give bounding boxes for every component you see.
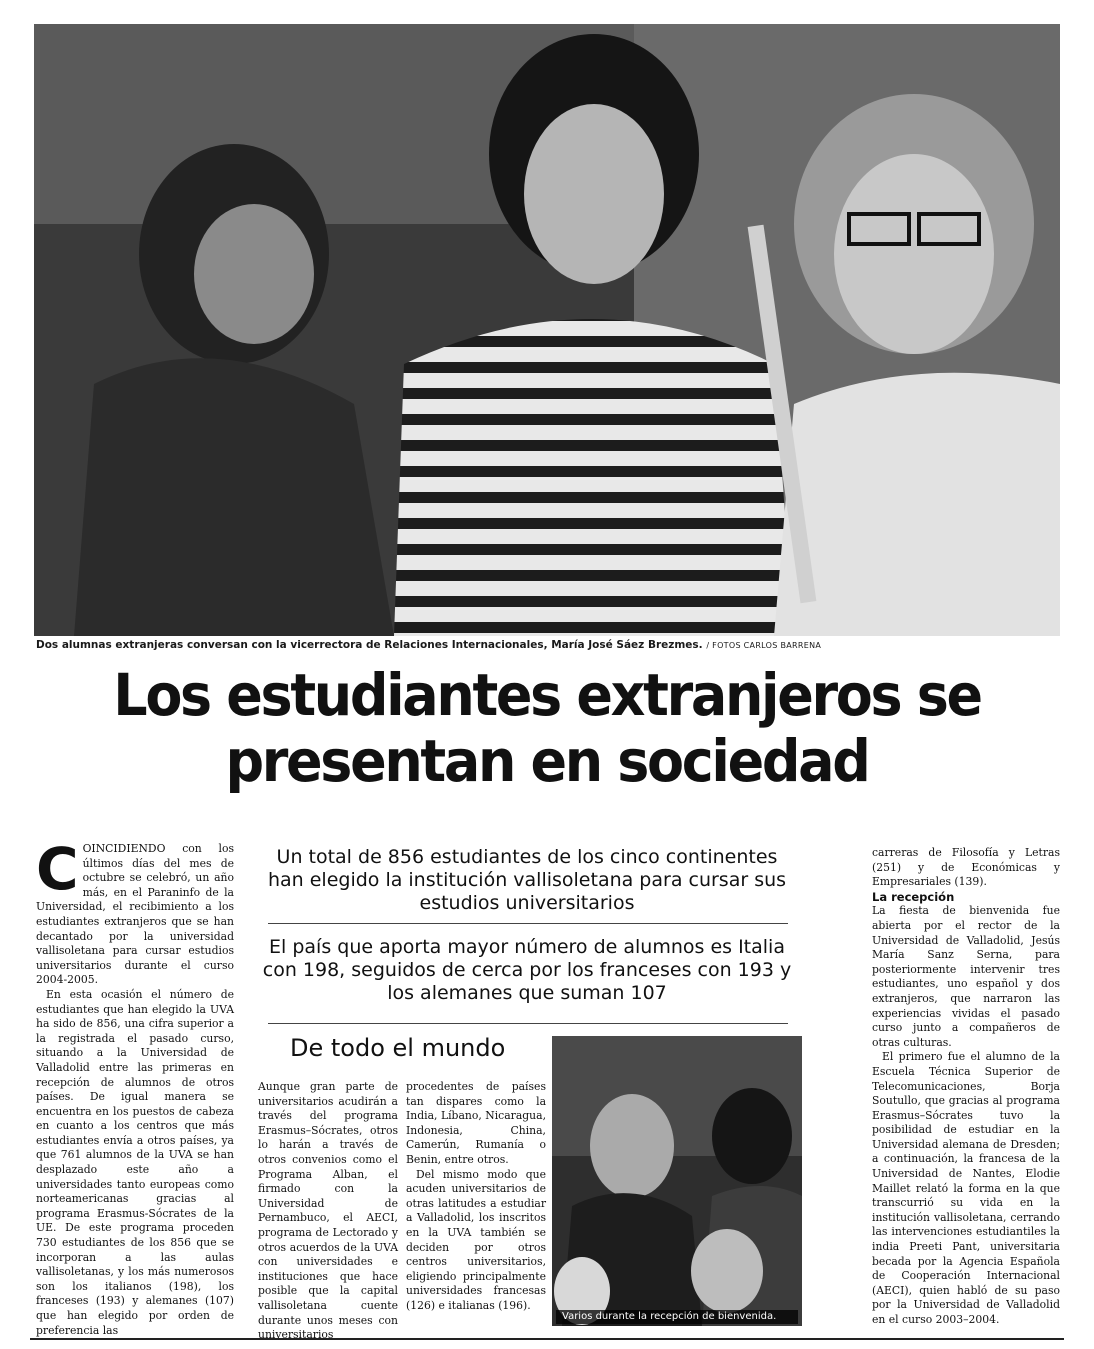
section-paragraph: procedentes de países tan dispares como la India, Líbano, Nicaragua, Indonesia, China, Camerún, Rumanía o Benin, entre otros. [406,1080,546,1166]
bottom-photo-caption: Varios durante la recepción de bienvenida. [556,1310,798,1324]
drop-cap: C [36,835,79,903]
bottom-photo-illustration [552,1036,802,1326]
lead-paragraph [36,835,234,988]
deck-2: El país que aporta mayor número de alumnos es Italia con 198, seguidos de cerca por los franceses con 193 y los alemanes que suman 107 [262,936,792,1004]
section-title: De todo el mundo [290,1034,506,1062]
top-photo-illustration [34,24,1060,636]
caption-text: Dos alumnas extranjeras conversan con la vicerrectora de Relaciones Internacionales, María José Sáez Brezmes. [36,639,703,651]
right-paragraph: El primero fue el alumno de la Escuela Técnica Superior de Telecomunicaciones, Borja Soutullo, que gracias al programa Erasmus–Sócrates tuvo la posibilidad de estudiar en la Universidad alemana de Dresden; a continuación, la francesa de la Universidad de Nantes, Elodie Maillet relató la forma en la que transcurrió su vida en la institución vallisoletana, cerrando las intervenciones estudiantiles la india Preeti Pant, universitaria becada por la Agencia Española de Cooperación Internacional (AECI), quien habló de su paso por la Universidad de Valladolid en el curso 2003–2004. [872,1050,1060,1326]
deck-1: Un total de 856 estudiantes de los cinco continentes han elegido la institución vallisoletana para cursar sus estudios universitarios [267,846,787,914]
subhead: La recepción [872,889,955,904]
lead-paragraph-2: En esta ocasión el número de estudiantes que han elegido la UVA ha sido de 856, una cifra superior a la registrada el pasado curso, situando a la Universidad de Valladolid entre las primeras en recepción de alumnos de otros países. De igual manera se encuentra en los puestos de cabeza en cuanto a los centros que más estudiantes envía a otros países, ya que 761 alumnos de la UVA se han desplazado este año a universidades tanto europeas como norteamericanas gracias al programa Erasmus-Sócrates de la UE. De este programa proceden 730 estudiantes de los 856 que se incorporan a las aulas vallisoletanas, y los más numerosos son los italianos (198), los franceses (193) y alemanes (107) que han elegido por orden de preferencia las [36,987,234,1337]
photo-credit: / FOTOS CARLOS BARRENA [706,641,822,650]
right-paragraph: carreras de Filosofía y Letras (251) y de Económicas y Empresariales (139). [872,846,1060,889]
headline-line-1: Los estudiantes extranjeros se [113,661,981,729]
bottom-photo [552,1036,802,1326]
right-column [872,846,1060,1328]
page-bottom-rule [30,1338,1064,1340]
lead-text: OINCIDIENDO con los últimos días del mes de octubre se celebró, un año más, en el Paraninfo de la Universidad, el recibimiento a los estudiantes extranjeros que se han decantado por la universidad vallisoletana para cursar estudios universitarios durante el curso 2004-2005. [36,842,234,987]
section-column-1 [258,1080,398,1343]
deck-divider [268,1023,788,1024]
right-paragraph: La fiesta de bienvenida fue abierta por el rector de la Universidad de Valladolid, Jesús María Sanz Serna, para posteriormente intervenir tres estudiantes, uno español y dos extranjeros, que narraron las experiencias vividas el pasado curso junto a compañeros de otras culturas. [872,904,1060,1049]
deck-divider [268,923,788,924]
section-paragraph: Aunque gran parte de universitarios acudirán a través del programa Erasmus–Sócrates, otros lo harán a través de otros convenios como el Programa Alban, el firmado con la Universidad de Pernambuco, el AECI, programa de Lectorado y otros acuerdos de la UVA con universidades e instituciones que hace posible que la capital vallisoletana cuente durante unos meses con universitarios [258,1080,398,1342]
section-paragraph: Del mismo modo que acuden universitarios de otras latitudes a estudiar a Valladolid, los inscritos en la UVA también se deciden por otros centros universitarios, eligiendo principalmente universidades francesas (126) e italianas (196). [406,1167,546,1312]
headline-line-2: presentan en sociedad [225,727,869,795]
headline [75,662,1018,794]
section-column-2 [406,1080,546,1314]
lead-column [36,835,234,1338]
top-photo-caption [36,639,1056,651]
top-photo [34,24,1060,636]
